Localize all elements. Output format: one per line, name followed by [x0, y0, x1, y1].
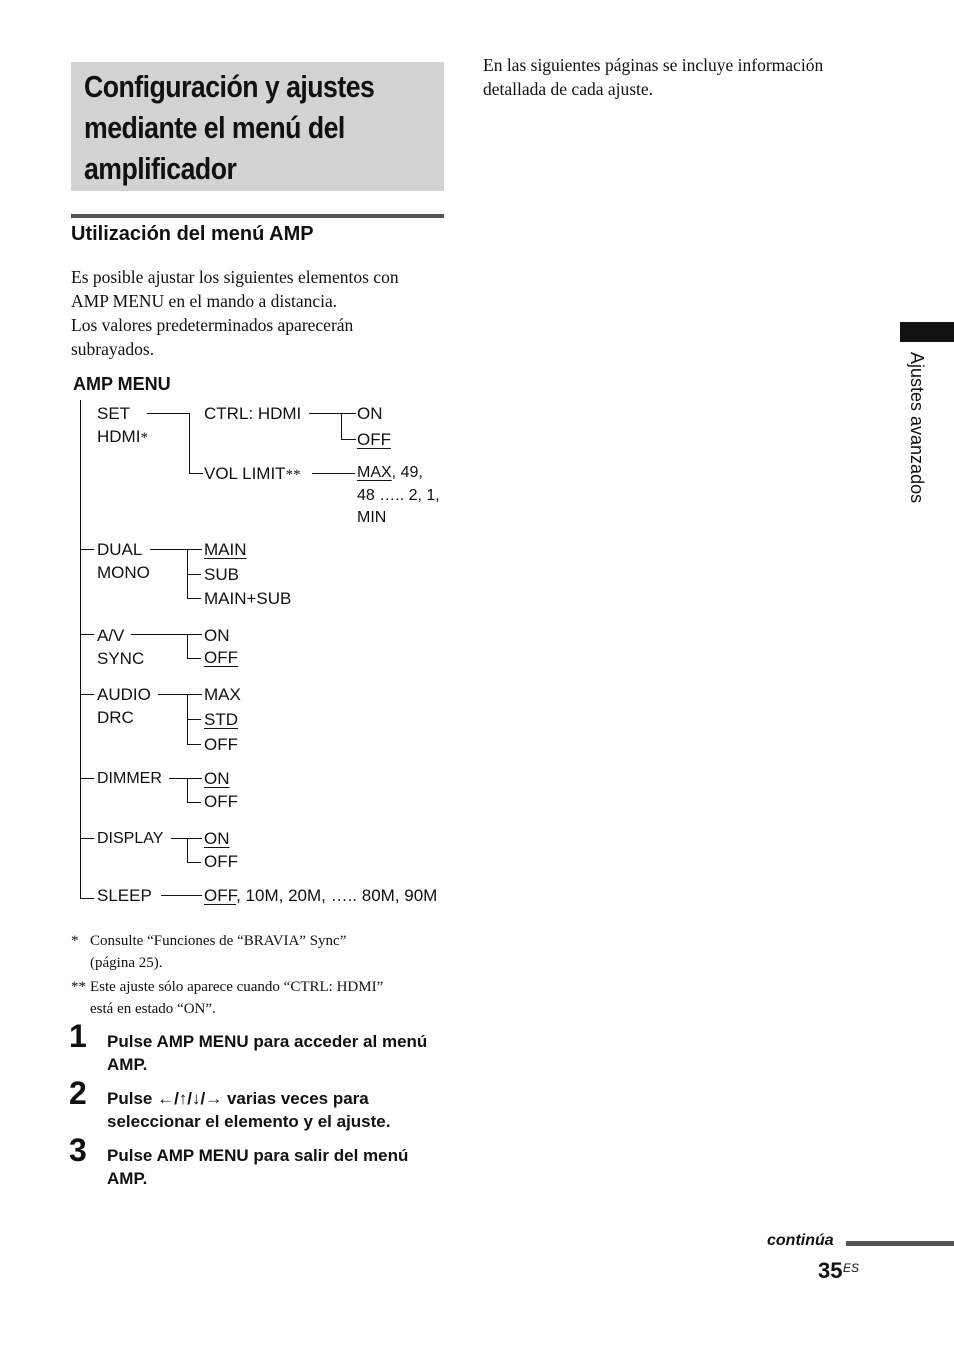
intro-line-2: AMP MENU en el mando a distancia.	[71, 291, 338, 311]
dual-sub: SUB	[204, 565, 239, 584]
connector	[80, 838, 94, 839]
set-hdmi-line-1: SET	[97, 404, 131, 423]
vol-limit-values-line-3: MIN	[357, 509, 387, 526]
footnote-1-mark: *	[71, 933, 79, 949]
connector	[150, 549, 202, 550]
step-3-text	[107, 1144, 408, 1190]
set-hdmi-mark: *	[140, 430, 148, 446]
audio-drc-line-2: DRC	[97, 708, 134, 727]
footnote-1-line-2: (página 25).	[90, 955, 163, 971]
vol-limit-values	[357, 462, 440, 530]
item-audio-drc	[97, 683, 151, 729]
page-title	[84, 66, 389, 189]
connector	[80, 549, 94, 550]
connector	[309, 413, 356, 414]
page-number: 35	[818, 1258, 843, 1283]
footnote-2	[90, 976, 383, 1020]
av-sync-line-2: SYNC	[97, 649, 145, 668]
ctrl-hdmi-label: CTRL: HDMI	[204, 404, 302, 423]
dual-main: MAIN	[204, 540, 247, 559]
connector	[131, 634, 202, 635]
ctrl-hdmi-off: OFF	[357, 430, 391, 449]
right-paragraph	[483, 53, 823, 101]
footnote-2-mark: **	[71, 979, 86, 995]
step-3-line-1: Pulse AMP MENU para salir del menú	[107, 1146, 409, 1165]
vol-limit-mark: **	[285, 467, 301, 483]
side-tab-marker	[900, 322, 954, 342]
dimmer-on: ON	[204, 769, 230, 788]
step-2-text	[107, 1087, 390, 1133]
intro-line-3: Los valores predeterminados aparecerán	[71, 315, 354, 335]
section-rule	[71, 214, 444, 218]
connector	[187, 744, 201, 745]
item-av-sync	[97, 624, 144, 670]
connector	[80, 778, 94, 779]
connector	[187, 862, 201, 863]
connector	[187, 802, 201, 803]
footnote-2-line-1: Este ajuste sólo aparece cuando “CTRL: HDMI”	[90, 979, 384, 995]
av-sync-off: OFF	[204, 648, 238, 667]
item-display: DISPLAY	[97, 830, 164, 847]
step-2-number: 2	[69, 1075, 87, 1111]
dual-mono-line-1: DUAL	[97, 540, 143, 559]
step-1-number: 1	[69, 1018, 87, 1054]
connector	[189, 413, 190, 474]
connector	[80, 634, 94, 635]
right-line-1: En las siguientes páginas se incluye información	[483, 55, 824, 75]
drc-max: MAX	[204, 685, 241, 704]
drc-off: OFF	[204, 735, 238, 754]
connector	[161, 895, 202, 896]
step-1-line-1: Pulse AMP MENU para acceder al menú	[107, 1032, 428, 1051]
step-3-line-2: AMP.	[107, 1169, 148, 1188]
page-language-suffix: ES	[843, 1261, 860, 1275]
vol-limit-values-line-2: 48 ….. 2, 1,	[357, 486, 440, 504]
footnote-1-line-1: Consulte “Funciones de “BRAVIA” Sync”	[90, 933, 347, 949]
connector	[80, 898, 94, 899]
av-sync-line-1: A/V	[97, 626, 125, 645]
connector	[158, 694, 202, 695]
dual-main-sub: MAIN+SUB	[204, 589, 292, 608]
connector	[187, 658, 201, 659]
connector	[187, 634, 188, 659]
step-1-text	[107, 1030, 427, 1076]
step-2-line-2: seleccionar el elemento y el ajuste.	[107, 1112, 391, 1131]
intro-line-1: Es posible ajustar los siguientes elementos con	[71, 267, 399, 287]
connector	[341, 413, 342, 440]
step-2-line-1: Pulse ←/↑/↓/→ varias veces para	[107, 1089, 369, 1108]
title-line-3: amplificador	[84, 151, 237, 186]
connector	[187, 838, 188, 863]
footnote-1	[90, 930, 346, 974]
continued-label: continúa	[767, 1232, 834, 1249]
title-line-2: mediante el menú del	[84, 110, 345, 145]
vol-limit-default: MAX	[357, 464, 392, 481]
connector	[80, 694, 94, 695]
item-dimmer: DIMMER	[97, 770, 162, 787]
connector	[187, 778, 188, 803]
title-line-1: Configuración y ajustes	[84, 69, 375, 104]
set-hdmi-line-2: HDMI*	[97, 427, 148, 446]
connector	[187, 719, 201, 720]
av-sync-on: ON	[204, 626, 230, 645]
connector	[341, 439, 356, 440]
vol-limit-label: VOL LIMIT**	[204, 464, 301, 483]
right-line-2: detallada de cada ajuste.	[483, 79, 654, 99]
tree-trunk	[80, 400, 81, 899]
audio-drc-line-1: AUDIO	[97, 685, 151, 704]
item-set-hdmi	[97, 402, 148, 450]
menu-tree-title: AMP MENU	[73, 374, 171, 394]
item-sleep: SLEEP	[97, 886, 152, 905]
item-dual-mono	[97, 538, 150, 584]
display-on: ON	[204, 829, 230, 848]
connector	[189, 473, 203, 474]
dimmer-off: OFF	[204, 792, 238, 811]
connector	[169, 778, 202, 779]
ctrl-hdmi-on: ON	[357, 404, 383, 423]
connector	[187, 574, 201, 575]
sleep-default: OFF	[204, 886, 237, 905]
step-1-line-2: AMP.	[107, 1055, 148, 1074]
continued-bar	[846, 1241, 954, 1246]
side-tab-label: Ajustes avanzados	[907, 352, 927, 504]
intro-paragraph	[71, 265, 399, 361]
intro-line-4: subrayados.	[71, 339, 155, 359]
drc-std: STD	[204, 710, 238, 729]
dual-mono-line-2: MONO	[97, 563, 150, 582]
display-off: OFF	[204, 852, 238, 871]
vol-limit-values-line-1: MAX, 49,	[357, 464, 423, 481]
connector	[147, 413, 189, 414]
step-3-number: 3	[69, 1132, 87, 1168]
footnote-2-line-2: está en estado “ON”.	[90, 1001, 216, 1017]
connector	[187, 598, 201, 599]
connector	[312, 473, 355, 474]
section-heading: Utilización del menú AMP	[71, 223, 314, 245]
sleep-values: OFF, 10M, 20M, ….. 80M, 90M	[204, 886, 438, 905]
